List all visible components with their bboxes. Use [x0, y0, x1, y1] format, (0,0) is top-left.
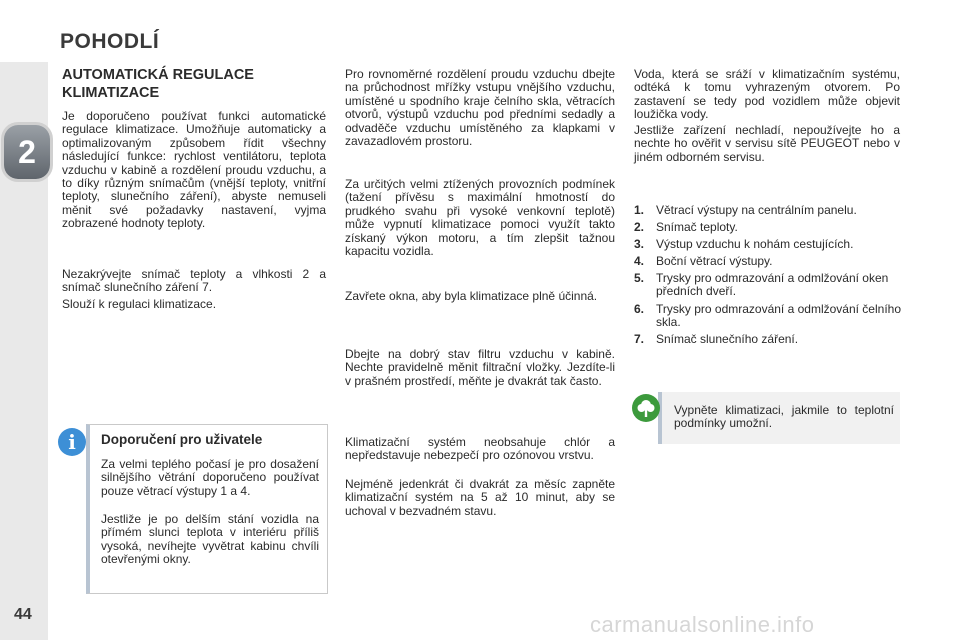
col3-paragraph-1: Voda, která se sráží v klimatizačním systému, odtéká k tomu vyhrazeným otvorem. Po zastavení se tedy pod vozidlem může objevit loužička vody.: [634, 67, 900, 122]
list-item-number: 2.: [634, 220, 645, 234]
list-item: [634, 255, 902, 269]
list-item-number: 7.: [634, 332, 645, 346]
list-item: [634, 303, 902, 331]
col2-paragraph-3: Zavřete okna, aby byla klimatizace plně účinná.: [345, 289, 598, 303]
list-item-text: Snímač teploty.: [656, 220, 738, 234]
intro-paragraph: Je doporučeno používat funkci automatické regulace klimatizace. Umožňuje automaticky a optimalizovaným způsobem řídit všechny následující funkce: rychlost ventilátoru, teplota vzduchu v kabině a rozdělení proudu vzduchu, a to díky různým snímačům (vnější teploty, vnitřní teploty, slunečního záření), abyste nemuseli měnit své požadavky nastavení, vyjma zobrazené hodnoty teploty.: [62, 109, 326, 231]
purpose-paragraph: Slouží k regulaci klimatizace.: [62, 297, 217, 311]
list-item-text: Snímač slunečního záření.: [656, 332, 799, 346]
col2-paragraph-6: Nejméně jedenkrát či dvakrát za měsíc zapněte klimatizační systém na 5 až 10 minut, aby se uchoval v bezvadném stavu.: [345, 477, 615, 518]
tree-icon: [632, 394, 660, 422]
col2-paragraph-2: Za určitých velmi ztížených provozních podmínek (tažení přívěsu s maximální hmotností do prudkého svahu při vysoké venkovní teplotě) může vypnutí klimatizace pomoci využít takto získaný výkon motoru, a tím zlepšit tažnou kapacitu vozidla.: [345, 177, 615, 259]
list-item-number: 5.: [634, 271, 645, 285]
tip-paragraph-2: Jestliže je po delším stání vozidla na přímém slunci teplota v interiéru příliš vysoká, nevíhejte vyvětrat kabinu chvíli otevřenými okny.: [101, 512, 319, 567]
page-number: 44: [14, 606, 32, 623]
tip-paragraph-1: Za velmi teplého počasí je pro dosažení silnějšího větrání doporučeno používat pouze větrací výstupy 1 a 4.: [101, 457, 319, 498]
list-item-number: 4.: [634, 254, 645, 268]
tip-box: [86, 424, 328, 594]
page-title: POHODLÍ: [60, 30, 160, 53]
eco-note: Vypněte klimatizaci, jakmile to teplotní podmínky umožní.: [674, 403, 894, 431]
chapter-badge: 2: [4, 125, 50, 179]
list-item-text: Trysky pro odmrazování a odmlžování oken předních dveří.: [656, 271, 889, 299]
list-item: [634, 272, 902, 300]
sensors-note: Nezakrývejte snímač teploty a vlhkosti 2 a snímač slunečního záření 7.: [62, 267, 326, 295]
list-item: [634, 204, 902, 218]
col3-paragraph-2: Jestliže zařízení nechladí, nepoužívejte ho a nechte ho ověřit v servisu sítě PEUGEOT nebo v jiném odborném servisu.: [634, 123, 900, 164]
col2-paragraph-4: Dbejte na dobrý stav filtru vzduchu v kabině. Nechte pravidelně měnit filtrační vložky. Jezdíte-li v prašném prostředí, měňte je dvakrát tak často.: [345, 347, 615, 388]
list-item-number: 3.: [634, 237, 645, 251]
tip-title: Doporučení pro uživatele: [101, 432, 263, 447]
list-item: [634, 333, 902, 347]
col2-paragraph-1: Pro rovnoměrné rozdělení proudu vzduchu dbejte na průchodnost mřížky vstupu vnějšího vzduchu, umístěné u spodního kraje čelního skla, větracích otvorů, výstupů vzduchu pod předními sedadly a odvaděče vzduchu umístěného za klapkami v zavazadlovém prostoru.: [345, 67, 615, 149]
list-item-text: Trysky pro odmrazování a odmlžování čelního skla.: [656, 302, 901, 330]
col2-paragraph-5: Klimatizační systém neobsahuje chlór a nepředstavuje nebezpečí pro ozónovou vrstvu.: [345, 435, 615, 463]
info-icon: i: [58, 428, 86, 456]
list-item-number: 1.: [634, 203, 645, 217]
section-title: AUTOMATICKÁ REGULACE KLIMATIZACE: [62, 67, 254, 101]
list-item-text: Boční větrací výstupy.: [656, 254, 773, 268]
list-item-number: 6.: [634, 302, 645, 316]
list-item: [634, 238, 902, 252]
watermark: carmanualsonline.info: [590, 612, 815, 637]
list-item-text: Větrací výstupy na centrálním panelu.: [656, 203, 857, 217]
list-item: [634, 221, 902, 235]
list-item-text: Výstup vzduchu k nohám cestujících.: [656, 237, 854, 251]
